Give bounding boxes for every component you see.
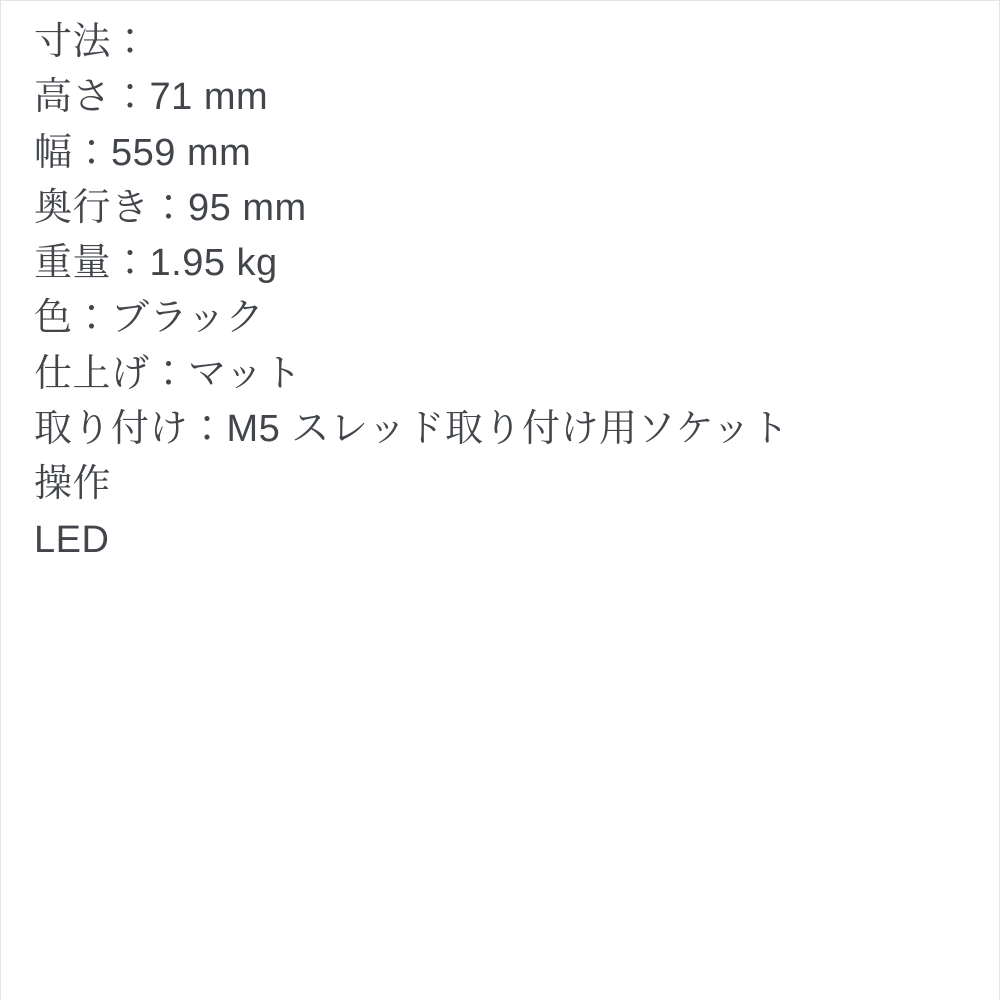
spec-line-depth: 奥行き：95 mm (34, 186, 307, 229)
spec-line-led: LED (34, 518, 110, 561)
spec-line-height: 高さ：71 mm (34, 76, 269, 119)
spec-line-mounting: 取り付け：M5 スレッド取り付け用ソケット (34, 408, 790, 451)
spec-line-weight: 重量：1.95 kg (34, 242, 278, 285)
spec-line-width: 幅：559 mm (34, 131, 252, 174)
spec-line-color: 色：ブラック (34, 297, 265, 340)
spec-line-operation-heading: 操作 (34, 463, 112, 506)
spec-line-finish: 仕上げ：マット (34, 352, 302, 395)
product-spec-list (1, 1, 999, 568)
spec-line-dimensions-heading: 寸法： (34, 21, 150, 63)
